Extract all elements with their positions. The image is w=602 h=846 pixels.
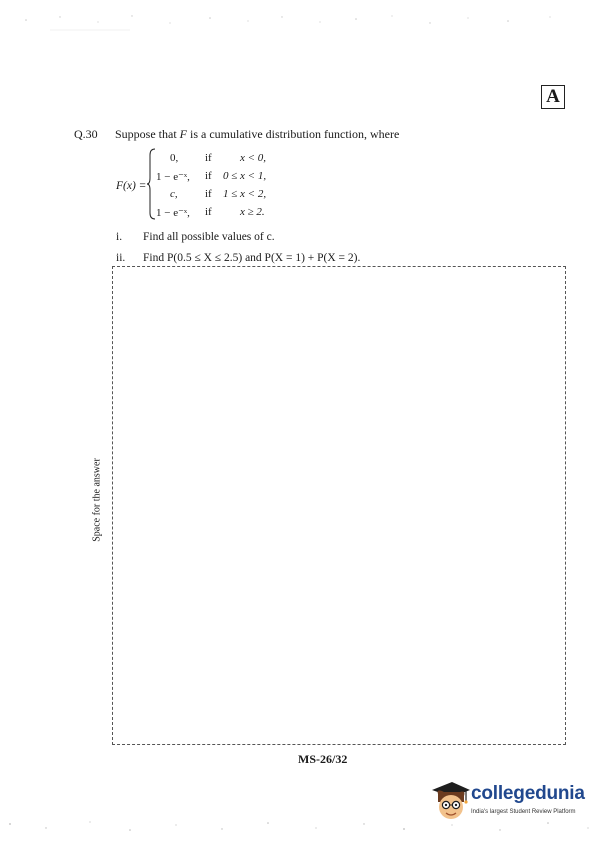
case-2-if: if — [205, 170, 212, 182]
subpart-2-number: ii. — [116, 252, 126, 264]
case-1-if: if — [205, 152, 212, 164]
case-4-if: if — [205, 206, 212, 218]
case-4-expr: 1 − e⁻ˣ, — [156, 207, 190, 219]
case-2-expr: 1 − e⁻ˣ, — [156, 171, 190, 183]
scan-noise-top — [20, 8, 580, 32]
scan-noise-bottom — [0, 812, 602, 842]
watermark-brand: collegedunia — [471, 783, 585, 804]
case-4-cond: x ≥ 2. — [240, 206, 265, 218]
case-1-expr: 0, — [170, 152, 179, 164]
answer-space-box[interactable] — [112, 266, 566, 745]
page-code: MS-26/32 — [298, 752, 348, 766]
case-2-cond: 0 ≤ x < 1, — [223, 170, 267, 182]
subpart-1-number: i. — [116, 231, 123, 243]
case-1-cond: x < 0, — [240, 152, 267, 164]
answer-space-label: Space for the answer — [91, 458, 103, 542]
case-3-cond: 1 ≤ x < 2, — [223, 188, 267, 200]
subpart-2-text: Find P(0.5 ≤ X ≤ 2.5) and P(X = 1) + P(X = 2). — [143, 252, 361, 264]
paper-code-box: A — [541, 85, 565, 109]
function-label: F(x) = — [116, 180, 147, 192]
question-number: Q.30 — [74, 127, 98, 141]
subpart-1-text: Find all possible values of c. — [143, 231, 275, 243]
case-3-expr: c, — [170, 188, 178, 200]
left-brace-icon — [146, 148, 156, 220]
case-3-if: if — [205, 188, 212, 200]
question-stem: Suppose that F is a cumulative distribution function, where — [115, 127, 400, 141]
watermark-tagline: India's largest Student Review Platform — [471, 809, 576, 815]
